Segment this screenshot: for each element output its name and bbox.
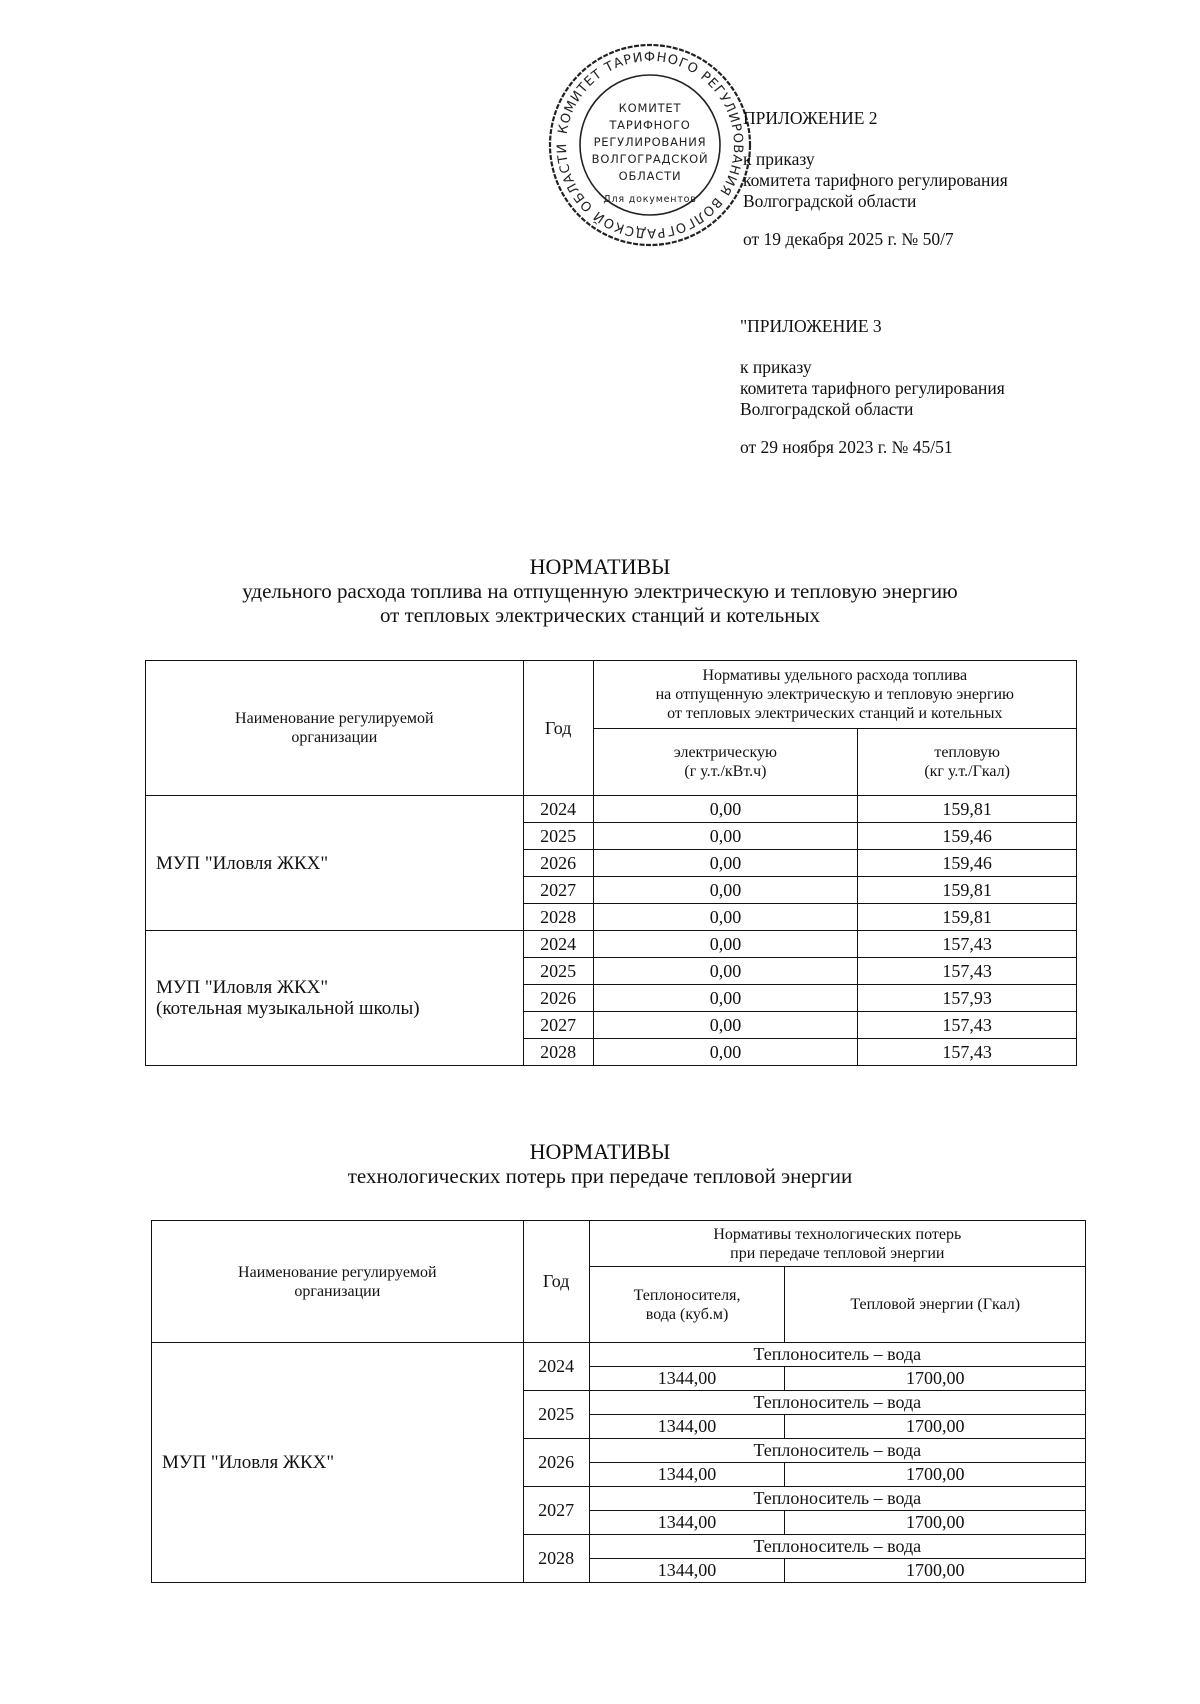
header-group-line: Нормативы технологических потерь bbox=[713, 1225, 962, 1243]
section-2-title: НОРМАТИВЫ bbox=[529, 1139, 671, 1164]
stamp-inner-line: ОБЛАСТИ bbox=[618, 169, 682, 183]
medium-label: Теплоноситель – вода bbox=[589, 1487, 1085, 1511]
appendix-3-line: к приказу bbox=[740, 357, 812, 377]
year-cell: 2025 bbox=[523, 823, 593, 850]
heat-value: 1700,00 bbox=[785, 1415, 1086, 1439]
electric-value: 0,00 bbox=[593, 850, 858, 877]
heat-value: 1700,00 bbox=[785, 1367, 1086, 1391]
header-electric-unit: (г у.т./кВт.ч) bbox=[684, 763, 767, 780]
header-carrier-unit: вода (куб.м) bbox=[645, 1305, 729, 1323]
heat-value: 1700,00 bbox=[785, 1511, 1086, 1535]
header-org: Наименование регулируемой организации bbox=[146, 661, 524, 796]
org-name: МУП "Иловля ЖКХ" bbox=[156, 977, 329, 998]
org-cell bbox=[146, 931, 524, 1066]
appendix-2-line: к приказу bbox=[743, 149, 815, 169]
year-cell: 2026 bbox=[523, 1439, 589, 1487]
header-carrier bbox=[589, 1267, 785, 1343]
year-cell: 2027 bbox=[523, 877, 593, 904]
header-group-line: на отпущенную электрическую и тепловую энергию bbox=[655, 686, 1014, 703]
appendix-2-date: от 19 декабря 2025 г. № 50/7 bbox=[743, 229, 954, 249]
medium-label: Теплоноситель – вода bbox=[589, 1535, 1085, 1559]
stamp-outer-text: КОМИТЕТ ТАРИФНОГО РЕГУЛИРОВАНИЯ ВОЛГОГРАДСКОЙ ОБЛАСТИ bbox=[554, 49, 746, 241]
header-thermal-label: тепловую bbox=[934, 744, 1000, 761]
thermal-value: 157,43 bbox=[858, 1012, 1077, 1039]
appendix-3-title: "ПРИЛОЖЕНИЕ 3 bbox=[740, 316, 882, 336]
header-year: Год bbox=[523, 661, 593, 796]
appendix-2-title: ПРИЛОЖЕНИЕ 2 bbox=[743, 108, 878, 128]
heat-value: 1700,00 bbox=[785, 1559, 1086, 1583]
org-cell: МУП "Иловля ЖКХ" bbox=[152, 1343, 524, 1583]
header-thermal bbox=[858, 729, 1077, 796]
header-thermal-unit: (кг у.т./Гкал) bbox=[924, 763, 1010, 780]
year-cell: 2027 bbox=[523, 1487, 589, 1535]
heat-value: 1700,00 bbox=[785, 1463, 1086, 1487]
official-stamp bbox=[545, 40, 755, 250]
year-cell: 2025 bbox=[523, 1391, 589, 1439]
stamp-inner-line: ТАРИФНОГО bbox=[609, 118, 691, 132]
year-cell: 2026 bbox=[523, 985, 593, 1012]
medium-label: Теплоноситель – вода bbox=[589, 1343, 1085, 1367]
year-cell: 2027 bbox=[523, 1012, 593, 1039]
carrier-value: 1344,00 bbox=[589, 1415, 785, 1439]
header-year: Год bbox=[523, 1221, 589, 1343]
appendix-3-block bbox=[740, 316, 1005, 458]
section-2-subtitle: технологических потерь при передаче тепловой энергии bbox=[347, 1164, 853, 1188]
year-cell: 2024 bbox=[523, 1343, 589, 1391]
thermal-value: 159,81 bbox=[858, 904, 1077, 931]
electric-value: 0,00 bbox=[593, 985, 858, 1012]
electric-value: 0,00 bbox=[593, 931, 858, 958]
appendix-3-date: от 29 ноября 2023 г. № 45/51 bbox=[740, 437, 953, 457]
header-electric-label: электрическую bbox=[673, 744, 777, 761]
thermal-value: 159,46 bbox=[858, 823, 1077, 850]
year-cell: 2028 bbox=[523, 1039, 593, 1066]
year-cell: 2026 bbox=[523, 850, 593, 877]
section-1-title: НОРМАТИВЫ bbox=[529, 554, 671, 579]
header-carrier-label: Теплоносителя, bbox=[633, 1286, 741, 1304]
header-heat: Тепловой энергии (Гкал) bbox=[785, 1267, 1086, 1343]
thermal-value: 157,43 bbox=[858, 1039, 1077, 1066]
stamp-bottom-text: Для документов bbox=[603, 194, 697, 205]
appendix-3-line: Волгоградской области bbox=[740, 399, 914, 419]
carrier-value: 1344,00 bbox=[589, 1559, 785, 1583]
header-org: Наименование регулируемой организации bbox=[152, 1221, 524, 1343]
electric-value: 0,00 bbox=[593, 958, 858, 985]
thermal-value: 157,43 bbox=[858, 931, 1077, 958]
electric-value: 0,00 bbox=[593, 1012, 858, 1039]
carrier-value: 1344,00 bbox=[589, 1463, 785, 1487]
carrier-value: 1344,00 bbox=[589, 1511, 785, 1535]
section-2-heading bbox=[0, 1140, 1200, 1188]
year-cell: 2025 bbox=[523, 958, 593, 985]
header-group-line: при передаче тепловой энергии bbox=[730, 1244, 945, 1262]
header-electric bbox=[593, 729, 858, 796]
fuel-norms-table bbox=[145, 660, 1077, 1066]
medium-label: Теплоноситель – вода bbox=[589, 1391, 1085, 1415]
org-cell bbox=[146, 796, 524, 931]
thermal-value: 159,81 bbox=[858, 796, 1077, 823]
section-1-heading bbox=[0, 555, 1200, 627]
medium-label: Теплоноситель – вода bbox=[589, 1439, 1085, 1463]
org-subname: (котельная музыкальной школы) bbox=[156, 998, 420, 1019]
org-name: МУП "Иловля ЖКХ" bbox=[156, 852, 329, 874]
electric-value: 0,00 bbox=[593, 904, 858, 931]
stamp-inner-line: КОМИТЕТ bbox=[618, 101, 682, 115]
appendix-3-line: комитета тарифного регулирования bbox=[740, 378, 1005, 398]
heat-loss-norms-table bbox=[151, 1220, 1086, 1583]
section-1-subtitle: удельного расхода топлива на отпущенную электрическую и тепловую энергию bbox=[242, 579, 958, 603]
carrier-value: 1344,00 bbox=[589, 1367, 785, 1391]
section-1-subtitle: от тепловых электрических станций и котельных bbox=[379, 603, 821, 627]
header-loss-group bbox=[589, 1221, 1085, 1267]
header-fuel-group bbox=[593, 661, 1076, 729]
electric-value: 0,00 bbox=[593, 1039, 858, 1066]
stamp-inner-line: РЕГУЛИРОВАНИЯ bbox=[593, 135, 707, 149]
year-cell: 2028 bbox=[523, 1535, 589, 1583]
appendix-2-line: Волгоградской области bbox=[743, 191, 917, 211]
header-group-line: от тепловых электрических станций и котельных bbox=[667, 705, 1003, 722]
thermal-value: 157,43 bbox=[858, 958, 1077, 985]
header-group-line: Нормативы удельного расхода топлива bbox=[702, 667, 968, 684]
year-cell: 2028 bbox=[523, 904, 593, 931]
electric-value: 0,00 bbox=[593, 823, 858, 850]
thermal-value: 159,46 bbox=[858, 850, 1077, 877]
electric-value: 0,00 bbox=[593, 796, 858, 823]
appendix-2-line: комитета тарифного регулирования bbox=[743, 170, 1008, 190]
appendix-2-block bbox=[743, 108, 1008, 250]
year-cell: 2024 bbox=[523, 796, 593, 823]
electric-value: 0,00 bbox=[593, 877, 858, 904]
stamp-inner-line: ВОЛГОГРАДСКОЙ bbox=[591, 152, 709, 166]
thermal-value: 157,93 bbox=[858, 985, 1077, 1012]
thermal-value: 159,81 bbox=[858, 877, 1077, 904]
year-cell: 2024 bbox=[523, 931, 593, 958]
